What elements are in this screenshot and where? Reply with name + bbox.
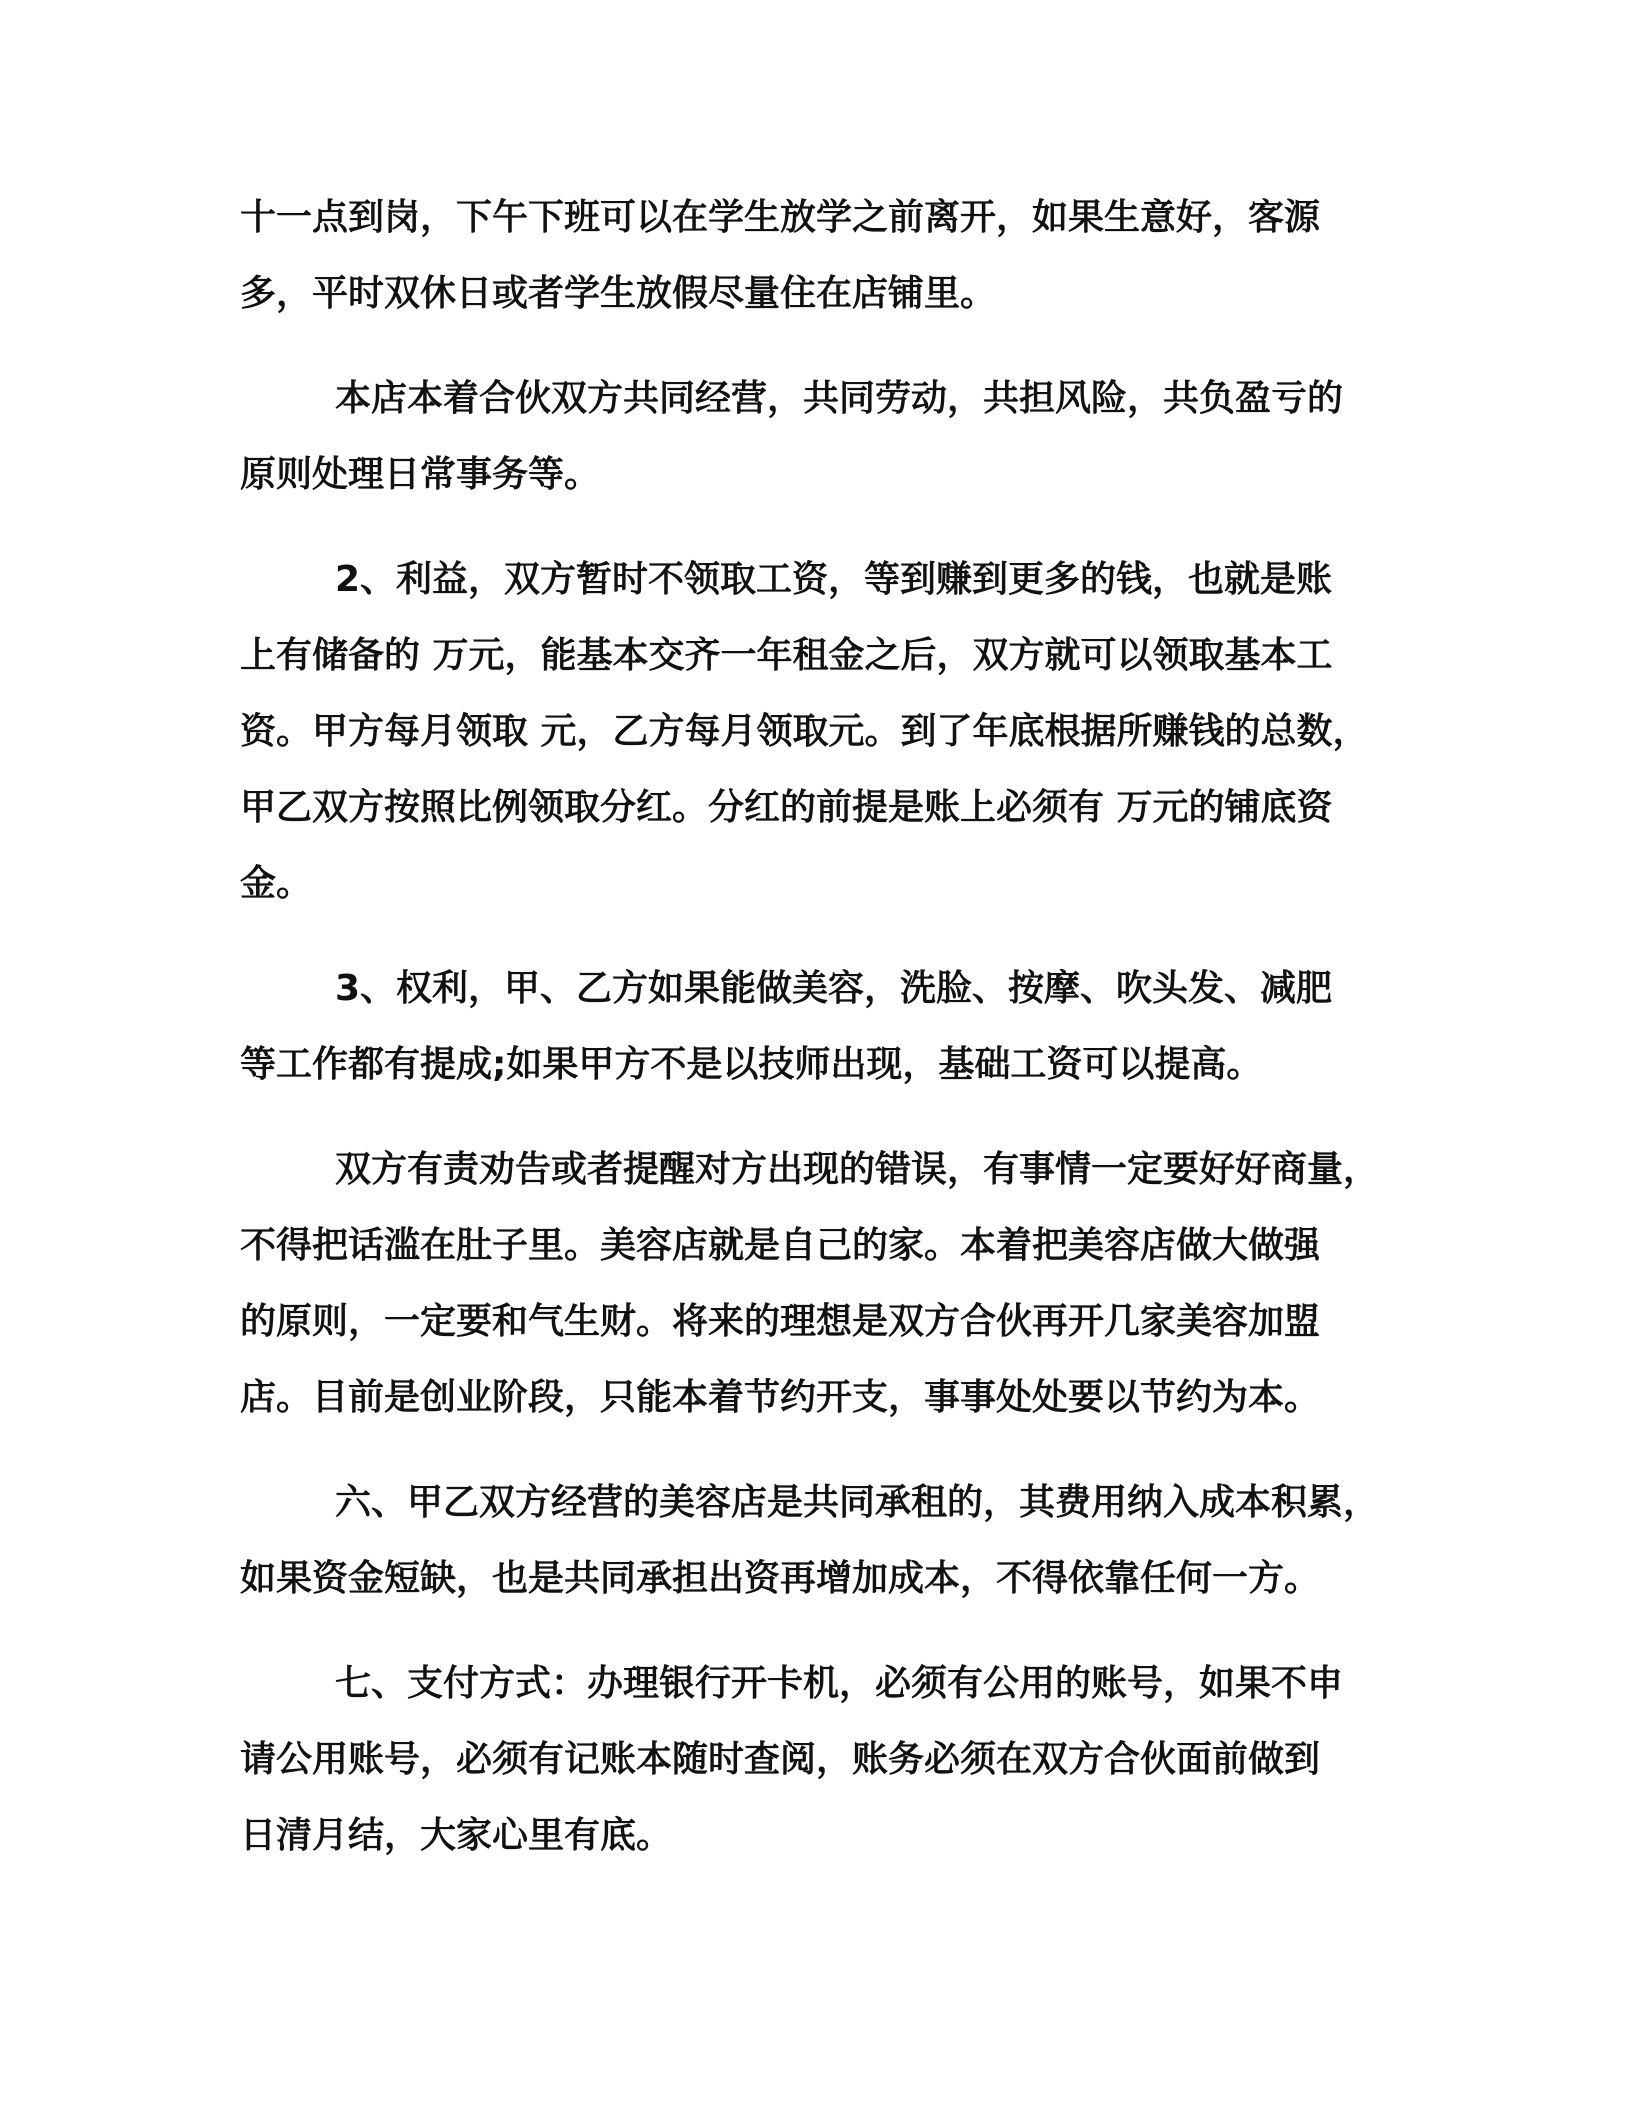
paragraph-line: 店。目前是创业阶段，只能本着节约开支，事事处处要以节约为本。 — [240, 1377, 1321, 1418]
paragraph-line: 七、支付方式：办理银行开卡机，必须有公用的账号，如果不申 — [335, 1663, 1344, 1704]
paragraph-line: 等工作都有提成;如果甲方不是以技师出现，基础工资可以提高。 — [240, 1044, 1263, 1085]
paragraph-line: 资。甲方每月领取 元，乙方每月领取元。到了年底根据所赚钱的总数， — [240, 711, 1369, 752]
paragraph-line: 不得把话滥在肚子里。美容店就是自己的家。本着把美容店做大做强 — [240, 1225, 1321, 1266]
paragraph-line: 甲乙双方按照比例领取分红。分红的前提是账上必须有 万元的铺底资 — [240, 787, 1333, 828]
paragraph-line: 金。 — [240, 863, 313, 904]
paragraph-line: 原则处理日常事务等。 — [240, 454, 601, 495]
paragraph-line: 十一点到岗，下午下班可以在学生放学之前离开，如果生意好，客源 — [240, 197, 1321, 238]
paragraph-line: 日清月结，大家心里有底。 — [240, 1815, 673, 1856]
paragraph-line: 如果资金短缺，也是共同承担出资再增加成本，不得依靠任何一方。 — [240, 1558, 1321, 1599]
paragraph-line: 双方有责劝告或者提醒对方出现的错误，有事情一定要好好商量， — [335, 1149, 1380, 1190]
paragraph-line: 3、权利，甲、乙方如果能做美容，洗脸、按摩、吹头发、减肥 — [335, 968, 1333, 1009]
paragraph-line: 六、甲乙双方经营的美容店是共同承租的，其费用纳入成本积累， — [335, 1482, 1380, 1523]
paragraph-line: 本店本着合伙双方共同经营，共同劳动，共担风险，共负盈亏的 — [335, 378, 1344, 419]
paragraph-line: 请公用账号，必须有记账本随时查阅，账务必须在双方合伙面前做到 — [240, 1739, 1321, 1780]
paragraph-line: 的原则，一定要和气生财。将来的理想是双方合伙再开几家美容加盟 — [240, 1301, 1321, 1342]
paragraph-line: 多，平时双休日或者学生放假尽量住在店铺里。 — [240, 273, 997, 314]
paragraph-line: 2、利益，双方暂时不领取工资，等到赚到更多的钱，也就是账 — [335, 559, 1333, 600]
paragraph-line: 上有储备的 万元，能基本交齐一年租金之后，双方就可以领取基本工 — [240, 635, 1333, 676]
